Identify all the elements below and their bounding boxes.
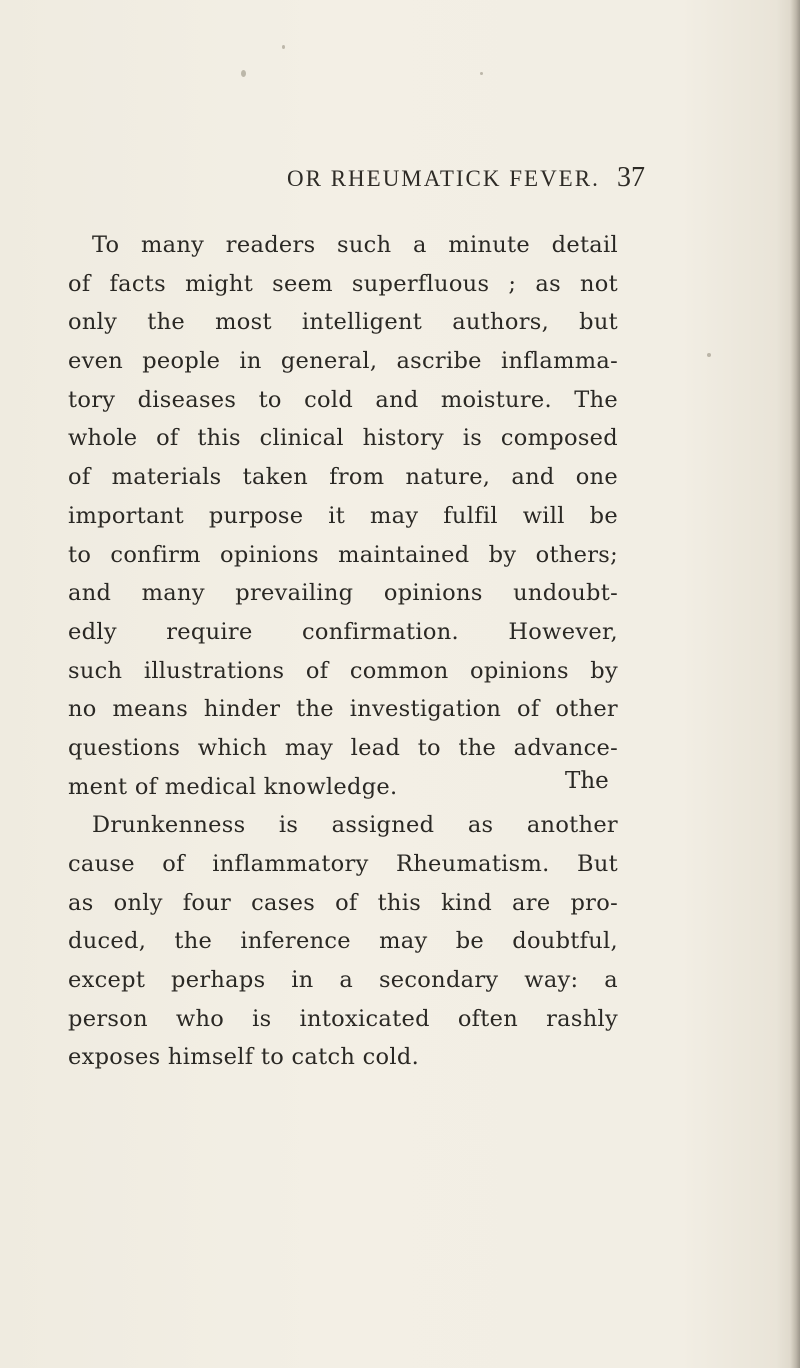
paper-speck	[707, 353, 711, 357]
text-line: of facts might seem superfluous ; as not	[68, 270, 618, 297]
paper-speck	[480, 72, 483, 75]
catchword: The	[565, 768, 609, 794]
text-line: even people in general, ascribe inflamma-	[68, 348, 618, 375]
paper-speck	[282, 45, 285, 49]
text-line: no means hinder the investigation of other	[68, 696, 618, 723]
text-line: To many readers such a minute detail	[92, 232, 618, 258]
text-line: such illustrations of common opinions by	[68, 657, 618, 684]
text-line: of materials taken from nature, and one	[68, 464, 618, 491]
body-text	[68, 226, 618, 1077]
running-title: OR RHEUMATICK FEVER.	[287, 166, 600, 191]
text-line: exposes himself to catch cold.	[68, 1044, 420, 1071]
page-number: 37	[617, 162, 645, 193]
text-line: duced, the inference may be doubtful,	[68, 928, 618, 955]
text-line: as only four cases of this kind are pro-	[68, 889, 618, 916]
text-line: whole of this clinical history is composed	[68, 425, 618, 452]
text-line: person who is intoxicated often rashly	[68, 1005, 618, 1032]
text-line: only the most intelligent authors, but	[68, 309, 618, 336]
paper-speck	[241, 70, 246, 77]
text-line: tory diseases to cold and moisture. The	[68, 386, 618, 413]
text-line: except perhaps in a secondary way: a	[68, 967, 618, 994]
text-line: edly require confirmation. However,	[68, 618, 618, 645]
text-line: questions which may lead to the advance-	[68, 734, 618, 761]
text-line: to confirm opinions maintained by others;	[68, 541, 618, 568]
text-line: and many prevailing opinions undoubt-	[68, 580, 618, 607]
running-head	[0, 162, 800, 206]
text-line: ment of medical knowledge.	[68, 773, 398, 800]
text-line: cause of inflammatory Rheumatism. But	[68, 851, 618, 877]
text-line: important purpose it may fulfil will be	[68, 502, 618, 529]
text-line: Drunkenness is assigned as another	[92, 812, 618, 839]
